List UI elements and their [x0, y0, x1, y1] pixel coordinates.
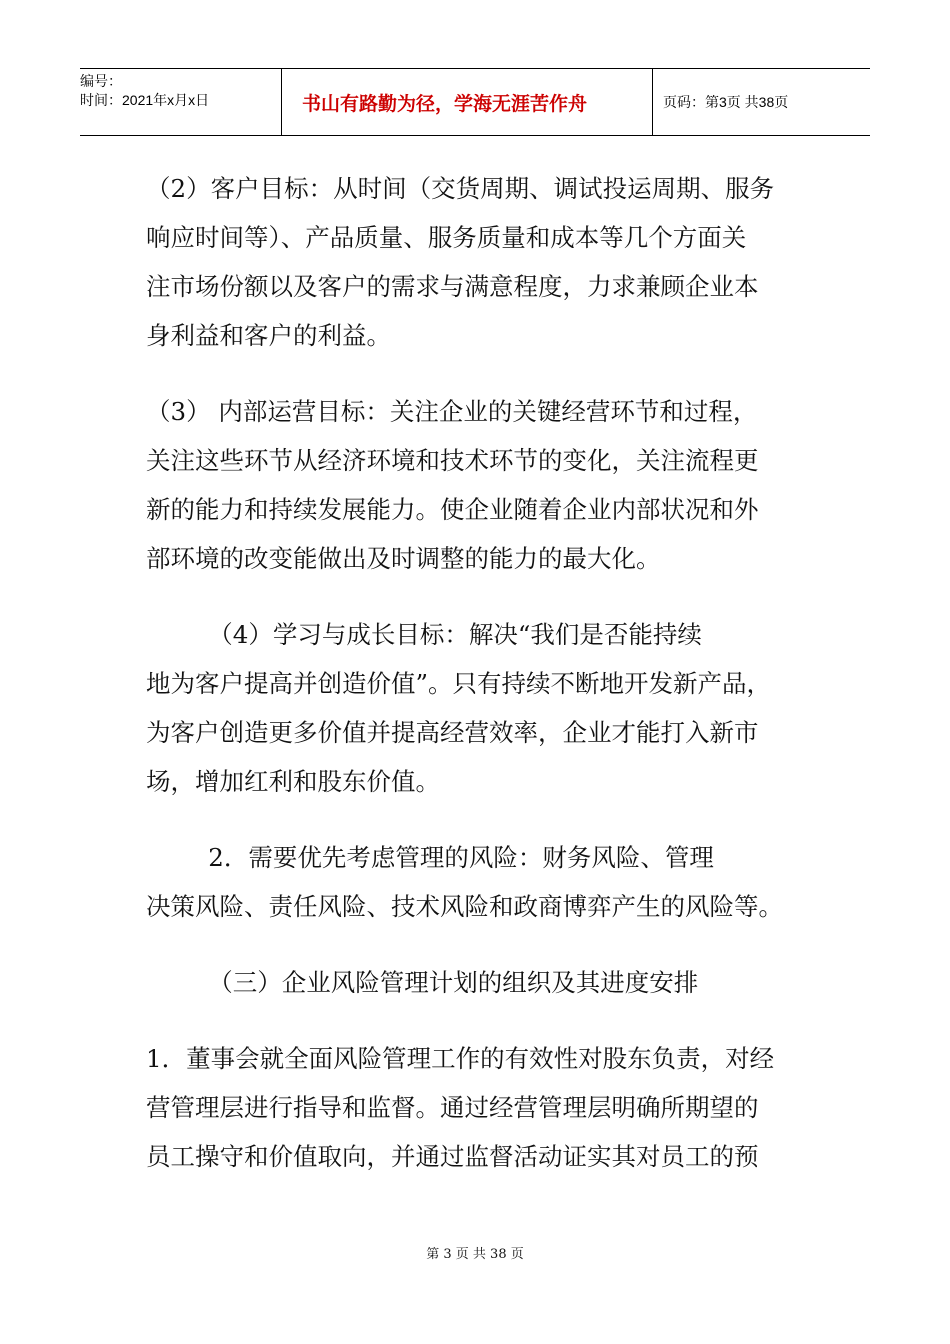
text-line: 关注这些环节从经济环境和技术环节的变化，关注流程更 — [146, 446, 759, 475]
text-line: 场，增加红利和股东价值。 — [146, 767, 440, 796]
document-body — [146, 164, 806, 1208]
header-meta — [80, 69, 282, 135]
page-header — [80, 68, 870, 136]
section-heading-text: （三）企业风险管理计划的组织及其进度安排 — [146, 968, 699, 997]
text-line: 响应时间等）、产品质量、服务质量和成本等几个方面关 — [146, 223, 747, 252]
paragraph-customer-goal — [146, 164, 806, 360]
paragraph-learning-growth-goal — [146, 610, 806, 806]
document-date-label: 时间：2021年x月x日 — [80, 92, 210, 108]
text-line: （4）学习与成长目标：解决“我们是否能持续 — [146, 620, 702, 649]
text-line: 决策风险、责任风险、技术风险和政商博弈产生的风险等。 — [146, 892, 783, 921]
paragraph-priority-risks — [146, 833, 806, 931]
paragraph-board-responsibility — [146, 1034, 806, 1181]
header-motto: 书山有路勤为径，学海无涯苦作舟 — [282, 69, 653, 135]
text-line: 身利益和客户的利益。 — [146, 321, 391, 350]
text-line: 地为客户提高并创造价值”。只有持续不断地开发新产品， — [146, 669, 772, 698]
text-line: （3） 内部运营目标：关注企业的关键经营环节和过程， — [146, 397, 758, 426]
paragraph-internal-operations-goal — [146, 387, 806, 583]
header-page-info: 页码：第3页 共38页 — [663, 94, 789, 110]
text-line: （2）客户目标：从时间（交货周期、调试投运周期、服务 — [146, 174, 775, 203]
section-heading — [146, 958, 806, 1007]
text-line: 部环境的改变能做出及时调整的能力的最大化。 — [146, 544, 661, 573]
text-line: 新的能力和持续发展能力。使企业随着企业内部状况和外 — [146, 495, 759, 524]
page-footer: 第 3 页 共 38 页 — [426, 1247, 524, 1262]
text-line: 1．董事会就全面风险管理工作的有效性对股东负责，对经 — [146, 1044, 775, 1073]
text-line: 2．需要优先考虑管理的风险：财务风险、管理 — [146, 843, 714, 872]
text-line: 营管理层进行指导和监督。通过经营管理层明确所期望的 — [146, 1093, 759, 1122]
document-number-label: 编号： — [80, 73, 122, 89]
text-line: 注市场份额以及客户的需求与满意程度，力求兼顾企业本 — [146, 272, 759, 301]
text-line: 员工操守和价值取向，并通过监督活动证实其对员工的预 — [146, 1142, 759, 1171]
text-line: 为客户创造更多价值并提高经营效率，企业才能打入新市 — [146, 718, 759, 747]
